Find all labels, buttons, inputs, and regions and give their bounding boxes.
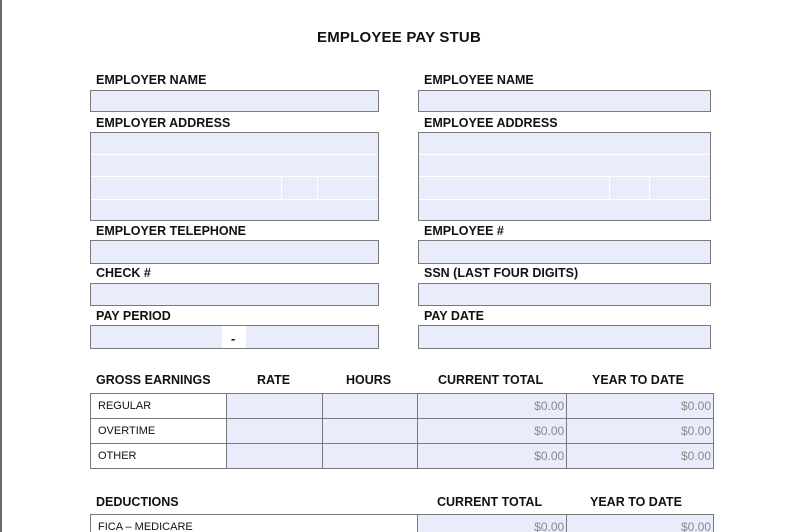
- employer-telephone-label: EMPLOYER TELEPHONE: [96, 224, 247, 238]
- rate-header: RATE: [257, 373, 291, 387]
- earnings-table: [90, 393, 714, 469]
- employer-address-field[interactable]: [90, 132, 379, 221]
- page-title: EMPLOYEE PAY STUB: [317, 29, 481, 46]
- overtime-ytd[interactable]: $0.00: [567, 419, 714, 444]
- pay-period-field[interactable]: [90, 325, 379, 349]
- earnings-row-name: OVERTIME: [91, 419, 227, 444]
- other-current-total[interactable]: $0.00: [418, 444, 567, 469]
- employee-address-field[interactable]: [418, 132, 711, 221]
- earnings-current-total-header: CURRENT TOTAL: [438, 373, 544, 387]
- check-number-field[interactable]: [90, 283, 379, 306]
- gross-earnings-header: GROSS EARNINGS: [96, 373, 211, 387]
- employer-name-field[interactable]: [90, 90, 379, 112]
- ssn-label: SSN (LAST FOUR DIGITS): [424, 266, 579, 280]
- regular-rate-field[interactable]: [226, 394, 322, 419]
- overtime-hours-field[interactable]: [322, 419, 418, 444]
- employer-address-label: EMPLOYER ADDRESS: [96, 116, 231, 130]
- deductions-header: DEDUCTIONS: [96, 495, 179, 509]
- employee-name-field[interactable]: [418, 90, 711, 112]
- earnings-ytd-header: YEAR TO DATE: [592, 373, 684, 387]
- pay-date-field[interactable]: [418, 325, 711, 349]
- table-row: [91, 394, 714, 419]
- regular-current-total[interactable]: $0.00: [418, 394, 567, 419]
- earnings-row-name: OTHER: [91, 444, 227, 469]
- regular-hours-field[interactable]: [322, 394, 418, 419]
- pay-date-label: PAY DATE: [424, 309, 484, 323]
- other-rate-field[interactable]: [226, 444, 322, 469]
- deductions-current-total-header: CURRENT TOTAL: [437, 495, 543, 509]
- earnings-row-name: REGULAR: [91, 394, 227, 419]
- employee-address-label: EMPLOYEE ADDRESS: [424, 116, 558, 130]
- hours-header: HOURS: [346, 373, 392, 387]
- pay-period-label: PAY PERIOD: [96, 309, 171, 323]
- table-row: [91, 419, 714, 444]
- overtime-current-total[interactable]: $0.00: [418, 419, 567, 444]
- overtime-rate-field[interactable]: [226, 419, 322, 444]
- ssn-field[interactable]: [418, 283, 711, 306]
- employee-number-label: EMPLOYEE #: [424, 224, 504, 238]
- employer-name-label: EMPLOYER NAME: [96, 73, 207, 87]
- table-row: [91, 444, 714, 469]
- employee-number-field[interactable]: [418, 240, 711, 264]
- deductions-ytd-header: YEAR TO DATE: [590, 495, 682, 509]
- other-ytd[interactable]: $0.00: [567, 444, 714, 469]
- pay-period-separator: -: [231, 331, 236, 346]
- check-number-label: CHECK #: [96, 266, 151, 280]
- other-hours-field[interactable]: [322, 444, 418, 469]
- regular-ytd[interactable]: $0.00: [567, 394, 714, 419]
- table-row: [91, 515, 714, 532]
- deductions-table: [90, 514, 714, 532]
- medicare-ytd[interactable]: $0.00: [567, 515, 714, 532]
- employee-name-label: EMPLOYEE NAME: [424, 73, 534, 87]
- medicare-current-total[interactable]: $0.00: [418, 515, 567, 532]
- employer-telephone-field[interactable]: [90, 240, 379, 264]
- deduction-row-name: FICA – MEDICARE: [91, 515, 418, 532]
